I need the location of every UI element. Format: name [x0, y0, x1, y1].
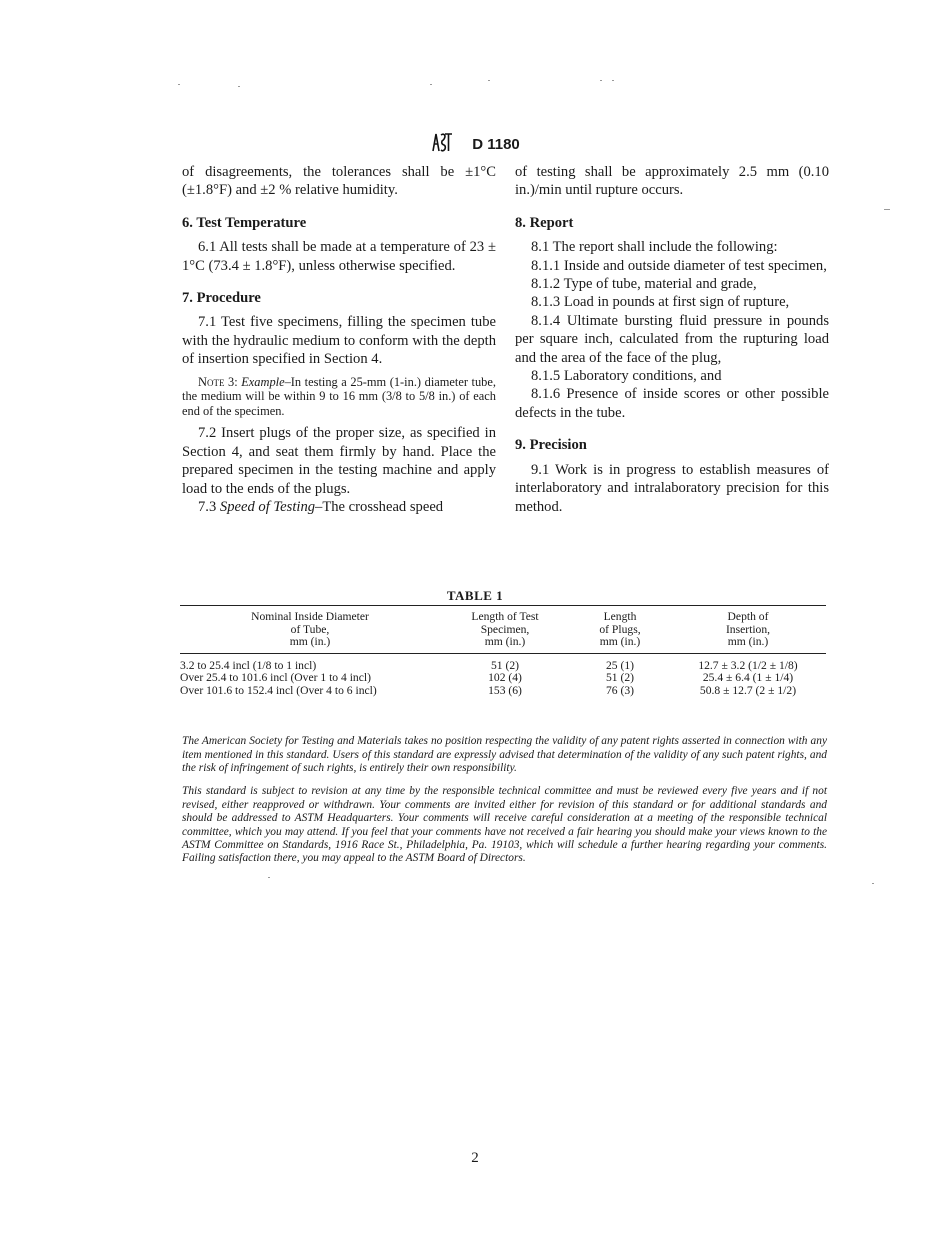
table-cell: Over 25.4 to 101.6 incl (Over 1 to 4 incl)	[180, 671, 371, 685]
table-cell: 51 (2)	[605, 671, 634, 685]
paragraph: 7.1 Test five specimens, filling the specimen tube with the hydraulic medium to conform with the depth of insertion specified in Section 4.	[182, 314, 496, 368]
table-cell: 51 (2)	[490, 658, 519, 672]
report-item: 8.1.5 Laboratory conditions, and	[531, 368, 722, 385]
column-header: Nominal Inside Diameter of Tube, mm (in.)	[180, 606, 440, 654]
table-row	[180, 653, 826, 672]
table-cell: 153 (6)	[488, 683, 522, 697]
left-column	[182, 163, 496, 516]
report-item: 8.1.6 Presence of inside scores or other possible defects in the tube.	[515, 386, 829, 421]
note	[182, 375, 496, 419]
revision-footnote: This standard is subject to revision at any time by the responsible technical committee and must be reviewed every five years and if not revised, either reapproved or withdrawn. Your comments are invited either for revision of this standard or for additional standards and should be addressed to ASTM Headquarters. Your comments will receive careful consideration at a meeting of the responsible technical committee, which you may attend. If you feel that your comments have not received a fair hearing you should make your views known to the ASTM Committee on Standards, 1916 Race St., Philadelphia, Pa. 19103, which will schedule a further hearing regarding your comments. Failing satisfaction there, you may appeal to the ASTM Board of Directors.	[182, 785, 827, 865]
report-item: 8.1.1 Inside and outside diameter of test specimen,	[531, 257, 827, 274]
column-header: Length of Plugs, mm (in.)	[570, 606, 670, 654]
column-header: Length of Test Specimen, mm (in.)	[440, 606, 570, 654]
patent-footnote: The American Society for Testing and Materials takes no position respecting the validity of any patent rights asserted in connection with any item mentioned in this standard. Users of this standard are expressly advised that determination of the validity of any such patent rights, and the risk of infringement of such rights, is entirely their own responsibility.	[182, 735, 827, 775]
continuation-text: of disagreements, the tolerances shall be ±1°C (±1.8°F) and ±2 % relative humidity.	[182, 164, 496, 199]
table-cell: 102 (4)	[488, 671, 522, 685]
section-heading: 7. Procedure	[182, 290, 261, 307]
paragraph: 9.1 Work is in progress to establish measures of interlaboratory and intralaboratory precision for this method.	[515, 461, 829, 515]
continuation-text: of testing shall be approximately 2.5 mm (0.10 in.)/min until rupture occurs.	[515, 164, 829, 199]
table-row	[180, 685, 826, 698]
astm-logo-icon	[430, 131, 454, 158]
note-text: –In testing a 25-mm (1-in.) diameter tube, the medium will be within 9 to 16 mm (3/8 to 5/8 in.) of each end of the specimen.	[182, 374, 496, 418]
table-cell: 12.7 ± 3.2 (1/2 ± 1/8)	[698, 658, 798, 672]
section-heading: 8. Report	[515, 214, 574, 231]
document-number: D 1180	[472, 136, 520, 153]
report-item: 8.1 The report shall include the following:	[531, 239, 778, 256]
paragraph-title: Speed of Testing	[219, 499, 316, 516]
table-cell: 25 (1)	[605, 658, 634, 672]
table-cell: 3.2 to 25.4 incl (1/8 to 1 incl)	[180, 658, 317, 672]
table-cell: 76 (3)	[605, 683, 634, 697]
paragraph	[182, 498, 496, 516]
paragraph-text: –The crosshead speed	[315, 499, 444, 516]
section-heading: 9. Precision	[515, 437, 587, 454]
paragraph: 6.1 All tests shall be made at a temperature of 23 ± 1°C (73.4 ± 1.8°F), unless otherwise specified.	[182, 239, 496, 274]
note-title: Example	[241, 374, 285, 389]
table-cell: 50.8 ± 12.7 (2 ± 1/2)	[699, 683, 797, 697]
right-column	[515, 163, 829, 516]
table-cell: 25.4 ± 6.4 (1 ± 1/4)	[702, 671, 794, 685]
paragraph-number: 7.3	[198, 499, 217, 516]
report-item: 8.1.4 Ultimate bursting fluid pressure in pounds per square inch, calculated from the rupturing load and the area of the face of the plug,	[515, 312, 829, 366]
paragraph: 7.2 Insert plugs of the proper size, as specified in Section 4, and seat them firmly by hand. Place the prepared specimen in the testing machine and apply load to the ends of the plugs.	[182, 425, 496, 497]
table-title: TABLE 1	[446, 588, 504, 603]
section-heading: 6. Test Temperature	[182, 214, 307, 231]
column-header: Depth of Insertion, mm (in.)	[670, 606, 826, 654]
report-item: 8.1.3 Load in pounds at first sign of rupture,	[531, 294, 790, 311]
page-header	[0, 131, 950, 158]
table-cell: Over 101.6 to 152.4 incl (Over 4 to 6 incl)	[180, 683, 377, 697]
table-header-row	[180, 606, 826, 654]
data-table	[180, 605, 826, 698]
page-number: 2	[471, 1150, 479, 1166]
report-item: 8.1.2 Type of tube, material and grade,	[531, 276, 757, 293]
note-label: Note 3:	[198, 374, 238, 389]
